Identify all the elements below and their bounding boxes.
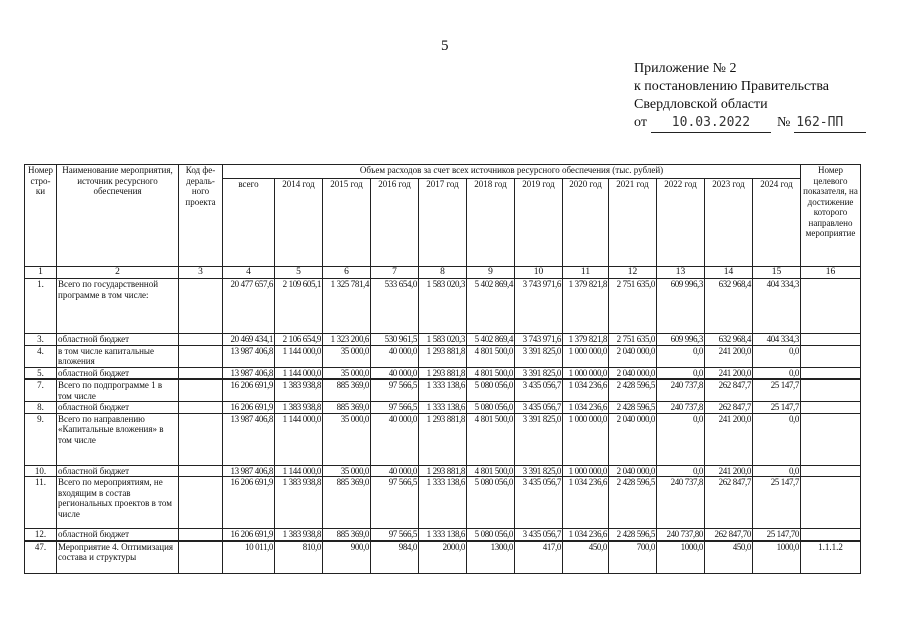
row-value: 1000,0 <box>753 541 801 574</box>
row-value: 2 040 000,0 <box>609 345 657 367</box>
row-value: 5 080 056,0 <box>467 402 515 414</box>
column-index: 11 <box>563 267 609 279</box>
row-value: 2 428 596,5 <box>609 379 657 402</box>
row-value: 5 402 869,4 <box>467 334 515 346</box>
row-number: 7. <box>25 379 57 402</box>
row-value: 2 040 000,0 <box>609 465 657 477</box>
row-value: 533 654,0 <box>371 279 419 334</box>
row-value: 262 847,7 <box>705 477 753 529</box>
row-value: 240 737,8 <box>657 379 705 402</box>
row-value: 35 000,0 <box>323 465 371 477</box>
row-value: 0,0 <box>753 413 801 465</box>
row-value: 1300,0 <box>467 541 515 574</box>
header-year: 2015 год <box>323 179 371 267</box>
row-value: 1 144 000,0 <box>275 367 323 379</box>
row-value: 2 106 654,9 <box>275 334 323 346</box>
column-index: 15 <box>753 267 801 279</box>
row-target <box>801 334 861 346</box>
row-number: 12. <box>25 529 57 541</box>
row-value: 35 000,0 <box>323 345 371 367</box>
row-value: 3 435 056,7 <box>515 477 563 529</box>
resolution-date: 10.03.2022 <box>651 114 771 133</box>
row-value: 1 144 000,0 <box>275 345 323 367</box>
table-row <box>25 541 861 574</box>
row-value: 16 206 691,9 <box>223 402 275 414</box>
row-value: 700,0 <box>609 541 657 574</box>
row-value: 530 961,5 <box>371 334 419 346</box>
row-value: 1 293 881,8 <box>419 465 467 477</box>
row-value: 25 147,7 <box>753 379 801 402</box>
table-row <box>25 529 861 541</box>
row-value: 240 737,80 <box>657 529 705 541</box>
header-year: 2020 год <box>563 179 609 267</box>
row-value: 2000,0 <box>419 541 467 574</box>
row-value: 1 379 821,8 <box>563 334 609 346</box>
row-number: 11. <box>25 477 57 529</box>
header-year: 2023 год <box>705 179 753 267</box>
row-value: 404 334,3 <box>753 334 801 346</box>
row-value: 1 333 138,6 <box>419 477 467 529</box>
row-value: 241 200,0 <box>705 345 753 367</box>
row-value: 20 477 657,6 <box>223 279 275 334</box>
row-value: 3 435 056,7 <box>515 379 563 402</box>
row-value: 1 034 236,6 <box>563 477 609 529</box>
row-value: 4 801 500,0 <box>467 413 515 465</box>
row-value: 240 737,8 <box>657 402 705 414</box>
table-row <box>25 367 861 379</box>
annex-header <box>634 60 866 133</box>
row-value: 25 147,7 <box>753 402 801 414</box>
row-value: 25 147,7 <box>753 477 801 529</box>
row-number: 1. <box>25 279 57 334</box>
row-value: 262 847,7 <box>705 379 753 402</box>
row-number: 3. <box>25 334 57 346</box>
row-value: 1 000 000,0 <box>563 367 609 379</box>
column-index: 13 <box>657 267 705 279</box>
row-name: областной бюджет <box>57 402 179 414</box>
row-value: 241 200,0 <box>705 465 753 477</box>
row-value: 1 293 881,8 <box>419 413 467 465</box>
row-value: 3 391 825,0 <box>515 413 563 465</box>
column-index: 5 <box>275 267 323 279</box>
header-year: 2024 год <box>753 179 801 267</box>
row-value: 810,0 <box>275 541 323 574</box>
row-name: областной бюджет <box>57 465 179 477</box>
row-value: 1 034 236,6 <box>563 529 609 541</box>
column-index-row <box>25 267 861 279</box>
annex-resolution: к постановлению Правительства <box>634 79 830 94</box>
row-value: 1 333 138,6 <box>419 379 467 402</box>
row-value: 1 333 138,6 <box>419 402 467 414</box>
row-code <box>179 379 223 402</box>
row-value: 0,0 <box>657 345 705 367</box>
row-value: 900,0 <box>323 541 371 574</box>
row-value: 25 147,70 <box>753 529 801 541</box>
row-number: 8. <box>25 402 57 414</box>
row-value: 20 469 434,1 <box>223 334 275 346</box>
row-value: 0,0 <box>657 413 705 465</box>
column-index: 12 <box>609 267 657 279</box>
table-row <box>25 477 861 529</box>
row-value: 3 435 056,7 <box>515 529 563 541</box>
row-target <box>801 367 861 379</box>
row-value: 1 383 938,8 <box>275 379 323 402</box>
row-value: 5 402 869,4 <box>467 279 515 334</box>
column-index: 8 <box>419 267 467 279</box>
row-value: 0,0 <box>753 465 801 477</box>
row-value: 35 000,0 <box>323 367 371 379</box>
row-value: 450,0 <box>563 541 609 574</box>
table-row <box>25 379 861 402</box>
row-value: 0,0 <box>753 345 801 367</box>
row-value: 16 206 691,9 <box>223 529 275 541</box>
row-value: 2 428 596,5 <box>609 477 657 529</box>
row-name: Всего по подпрограмме 1 в том числе <box>57 379 179 402</box>
row-value: 2 428 596,5 <box>609 402 657 414</box>
header-code: Код фе-дераль-ного проекта <box>179 165 223 267</box>
row-code <box>179 345 223 367</box>
row-value: 2 751 635,0 <box>609 334 657 346</box>
row-number: 9. <box>25 413 57 465</box>
row-value: 241 200,0 <box>705 367 753 379</box>
row-target <box>801 477 861 529</box>
column-index: 4 <box>223 267 275 279</box>
column-index: 1 <box>25 267 57 279</box>
row-value: 1 383 938,8 <box>275 529 323 541</box>
row-value: 40 000,0 <box>371 413 419 465</box>
row-value: 3 743 971,6 <box>515 279 563 334</box>
row-value: 1 144 000,0 <box>275 413 323 465</box>
row-value: 885 369,0 <box>323 379 371 402</box>
row-value: 5 080 056,0 <box>467 529 515 541</box>
row-value: 4 801 500,0 <box>467 465 515 477</box>
row-value: 1 583 020,3 <box>419 279 467 334</box>
row-value: 632 968,4 <box>705 279 753 334</box>
header-year: 2014 год <box>275 179 323 267</box>
budget-table <box>24 164 861 574</box>
row-value: 10 011,0 <box>223 541 275 574</box>
row-value: 609 996,3 <box>657 334 705 346</box>
annex-region: Свердловской области <box>634 97 768 112</box>
header-target: Номер целевого показателя, на достижение которого направлено мероприятие <box>801 165 861 267</box>
row-value: 2 428 596,5 <box>609 529 657 541</box>
annex-title: Приложение № 2 <box>634 61 737 76</box>
row-value: 5 080 056,0 <box>467 379 515 402</box>
row-value: 3 391 825,0 <box>515 345 563 367</box>
row-value: 40 000,0 <box>371 345 419 367</box>
header-year: 2016 год <box>371 179 419 267</box>
row-value: 1 323 200,6 <box>323 334 371 346</box>
table-row <box>25 402 861 414</box>
row-value: 885 369,0 <box>323 529 371 541</box>
header-year: 2022 год <box>657 179 705 267</box>
row-value: 1 000 000,0 <box>563 345 609 367</box>
table-row <box>25 465 861 477</box>
row-value: 97 566,5 <box>371 402 419 414</box>
row-value: 1000,0 <box>657 541 705 574</box>
row-target <box>801 529 861 541</box>
header-year: 2018 год <box>467 179 515 267</box>
number-label: № <box>776 115 791 130</box>
row-value: 1 325 781,4 <box>323 279 371 334</box>
page-number: 5 <box>441 38 449 54</box>
row-value: 1 144 000,0 <box>275 465 323 477</box>
row-target <box>801 413 861 465</box>
row-target <box>801 345 861 367</box>
row-value: 97 566,5 <box>371 477 419 529</box>
row-value: 16 206 691,9 <box>223 379 275 402</box>
row-value: 262 847,70 <box>705 529 753 541</box>
row-value: 1 293 881,8 <box>419 367 467 379</box>
row-code <box>179 279 223 334</box>
row-value: 450,0 <box>705 541 753 574</box>
row-value: 2 040 000,0 <box>609 367 657 379</box>
row-code <box>179 465 223 477</box>
annex-date-line <box>634 114 866 133</box>
row-value: 97 566,5 <box>371 379 419 402</box>
row-name: Всего по мероприятиям, не входящим в состав региональных проектов в том числе <box>57 477 179 529</box>
table-row <box>25 413 861 465</box>
row-value: 97 566,5 <box>371 529 419 541</box>
row-code <box>179 367 223 379</box>
header-row-number: Номер стро-ки <box>25 165 57 267</box>
column-index: 9 <box>467 267 515 279</box>
row-value: 1 583 020,3 <box>419 334 467 346</box>
row-value: 1 379 821,8 <box>563 279 609 334</box>
column-index: 6 <box>323 267 371 279</box>
row-code <box>179 334 223 346</box>
row-code <box>179 541 223 574</box>
table-row <box>25 345 861 367</box>
row-target <box>801 465 861 477</box>
row-value: 3 743 971,6 <box>515 334 563 346</box>
row-value: 262 847,7 <box>705 402 753 414</box>
row-value: 0,0 <box>657 367 705 379</box>
header-volume: Объем расходов за счет всех источников ресурсного обеспечения (тыс. рублей) <box>223 165 801 179</box>
row-value: 1 034 236,6 <box>563 379 609 402</box>
row-code <box>179 413 223 465</box>
row-value: 40 000,0 <box>371 367 419 379</box>
row-value: 35 000,0 <box>323 413 371 465</box>
row-value: 609 996,3 <box>657 279 705 334</box>
header-year: 2021 год <box>609 179 657 267</box>
row-value: 1 333 138,6 <box>419 529 467 541</box>
from-label: от <box>634 115 647 130</box>
row-name: Всего по направлению «Капитальные вложения» в том числе <box>57 413 179 465</box>
row-value: 2 751 635,0 <box>609 279 657 334</box>
row-value: 2 040 000,0 <box>609 413 657 465</box>
row-value: 984,0 <box>371 541 419 574</box>
row-target <box>801 379 861 402</box>
row-value: 1 000 000,0 <box>563 413 609 465</box>
row-value: 417,0 <box>515 541 563 574</box>
header-name: Наименование мероприятия, источник ресурсного обеспечения <box>57 165 179 267</box>
row-value: 1 383 938,8 <box>275 477 323 529</box>
row-number: 10. <box>25 465 57 477</box>
row-value: 240 737,8 <box>657 477 705 529</box>
row-value: 885 369,0 <box>323 477 371 529</box>
row-number: 4. <box>25 345 57 367</box>
row-value: 40 000,0 <box>371 465 419 477</box>
row-number: 47. <box>25 541 57 574</box>
row-code <box>179 529 223 541</box>
row-value: 3 391 825,0 <box>515 465 563 477</box>
row-name: Всего по государственной программе в том числе: <box>57 279 179 334</box>
header-year: всего <box>223 179 275 267</box>
row-value: 404 334,3 <box>753 279 801 334</box>
row-name: областной бюджет <box>57 529 179 541</box>
header-year: 2019 год <box>515 179 563 267</box>
table-row <box>25 334 861 346</box>
row-value: 241 200,0 <box>705 413 753 465</box>
row-value: 0,0 <box>657 465 705 477</box>
column-index: 16 <box>801 267 861 279</box>
row-name: Мероприятие 4. Оптимизация состава и структуры <box>57 541 179 574</box>
column-index: 14 <box>705 267 753 279</box>
row-value: 1 000 000,0 <box>563 465 609 477</box>
row-value: 632 968,4 <box>705 334 753 346</box>
resolution-number: 162-ПП <box>794 114 866 133</box>
row-name: областной бюджет <box>57 367 179 379</box>
row-value: 2 109 605,1 <box>275 279 323 334</box>
row-code <box>179 402 223 414</box>
row-target: 1.1.1.2 <box>801 541 861 574</box>
header-row-1 <box>25 165 861 179</box>
row-code <box>179 477 223 529</box>
row-value: 1 293 881,8 <box>419 345 467 367</box>
row-value: 13 987 406,8 <box>223 413 275 465</box>
row-value: 885 369,0 <box>323 402 371 414</box>
row-value: 13 987 406,8 <box>223 465 275 477</box>
column-index: 3 <box>179 267 223 279</box>
row-target <box>801 402 861 414</box>
row-value: 1 034 236,6 <box>563 402 609 414</box>
header-year: 2017 год <box>419 179 467 267</box>
row-value: 5 080 056,0 <box>467 477 515 529</box>
column-index: 2 <box>57 267 179 279</box>
table-row <box>25 279 861 334</box>
row-value: 4 801 500,0 <box>467 345 515 367</box>
row-value: 16 206 691,9 <box>223 477 275 529</box>
column-index: 7 <box>371 267 419 279</box>
row-name: в том числе капитальные вложения <box>57 345 179 367</box>
row-value: 4 801 500,0 <box>467 367 515 379</box>
row-value: 1 383 938,8 <box>275 402 323 414</box>
row-name: областной бюджет <box>57 334 179 346</box>
row-value: 0,0 <box>753 367 801 379</box>
row-number: 5. <box>25 367 57 379</box>
row-target <box>801 279 861 334</box>
row-value: 3 435 056,7 <box>515 402 563 414</box>
column-index: 10 <box>515 267 563 279</box>
row-value: 13 987 406,8 <box>223 367 275 379</box>
row-value: 3 391 825,0 <box>515 367 563 379</box>
row-value: 13 987 406,8 <box>223 345 275 367</box>
